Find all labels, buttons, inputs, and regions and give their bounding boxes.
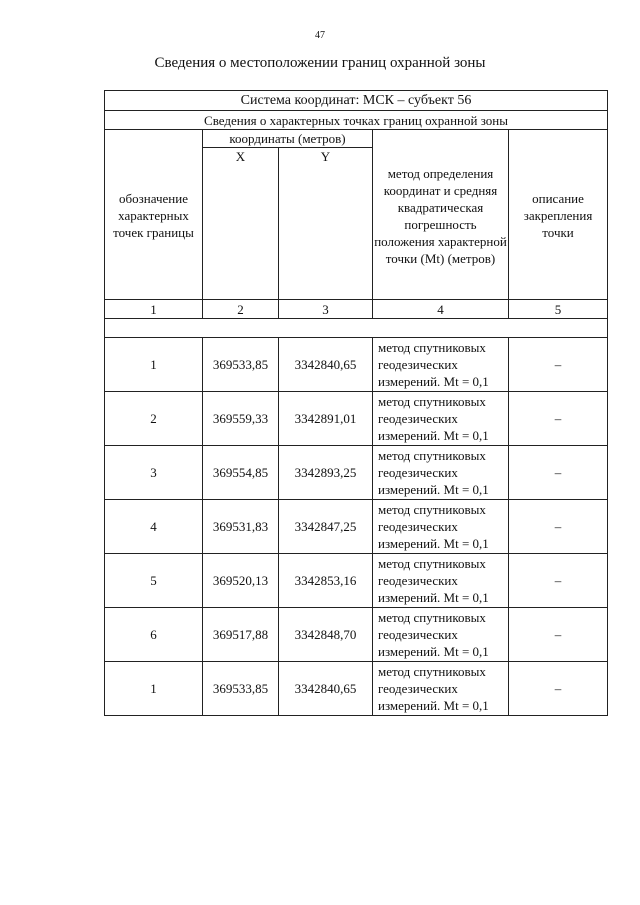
point-cell: 1 [105,662,203,716]
column-index: 2 [203,300,279,319]
table-row [105,392,608,446]
header-y: Y [279,148,373,166]
y-cell: 3342847,25 [279,500,373,554]
table-row [105,554,608,608]
method-cell: метод спутниковых геодезических измерений. Mt = 0,1 [373,608,509,662]
y-cell: 3342840,65 [279,338,373,392]
y-cell: 3342853,16 [279,554,373,608]
x-cell: 369554,85 [203,446,279,500]
description-cell: – [509,662,608,716]
column-index: 1 [105,300,203,319]
coordinates-table [104,90,608,716]
document-title: Сведения о местоположении границ охранной зоны [154,55,486,71]
column-index: 3 [279,300,373,319]
column-index: 4 [373,300,509,319]
column-index: 5 [509,300,608,319]
blank-row [105,319,608,338]
description-cell: – [509,392,608,446]
table-row [105,338,608,392]
description-cell: – [509,608,608,662]
description-cell: – [509,554,608,608]
table-row [105,500,608,554]
header-description: описание закрепления точки [509,130,608,300]
x-cell: 369520,13 [203,554,279,608]
method-cell: метод спутниковых геодезических измерений. Mt = 0,1 [373,500,509,554]
point-cell: 2 [105,392,203,446]
description-cell: – [509,446,608,500]
header-point-designation: обозначение характерных точек границы [105,130,203,300]
header-method: метод определения координат и средняя квадратическая погрешность положения характерной точки (Mt) (метров) [373,130,509,300]
point-cell: 4 [105,500,203,554]
y-cell: 3342893,25 [279,446,373,500]
coordinate-system: Система координат: МСК – субъект 56 [105,91,608,111]
method-cell: метод спутниковых геодезических измерений. Mt = 0,1 [373,554,509,608]
y-cell: 3342848,70 [279,608,373,662]
header-coordinates: координаты (метров) [203,130,373,148]
header-x: X [203,148,279,166]
x-cell: 369533,85 [203,338,279,392]
x-cell: 369533,85 [203,662,279,716]
point-cell: 1 [105,338,203,392]
table-row [105,446,608,500]
point-cell: 6 [105,608,203,662]
description-cell: – [509,338,608,392]
header-y-space [279,165,373,300]
y-cell: 3342840,65 [279,662,373,716]
x-cell: 369559,33 [203,392,279,446]
description-cell: – [509,500,608,554]
method-cell: метод спутниковых геодезических измерений. Mt = 0,1 [373,446,509,500]
y-cell: 3342891,01 [279,392,373,446]
method-cell: метод спутниковых геодезических измерений. Mt = 0,1 [373,338,509,392]
page-number: 47 [315,30,325,41]
method-cell: метод спутниковых геодезических измерений. Mt = 0,1 [373,392,509,446]
table-row [105,662,608,716]
blank-cell [105,319,608,338]
x-cell: 369517,88 [203,608,279,662]
method-cell: метод спутниковых геодезических измерений. Mt = 0,1 [373,662,509,716]
section-title: Сведения о характерных точках границ охранной зоны [105,111,608,130]
point-cell: 3 [105,446,203,500]
point-cell: 5 [105,554,203,608]
column-index-row [105,300,608,319]
x-cell: 369531,83 [203,500,279,554]
table-row [105,608,608,662]
header-x-space [203,165,279,300]
